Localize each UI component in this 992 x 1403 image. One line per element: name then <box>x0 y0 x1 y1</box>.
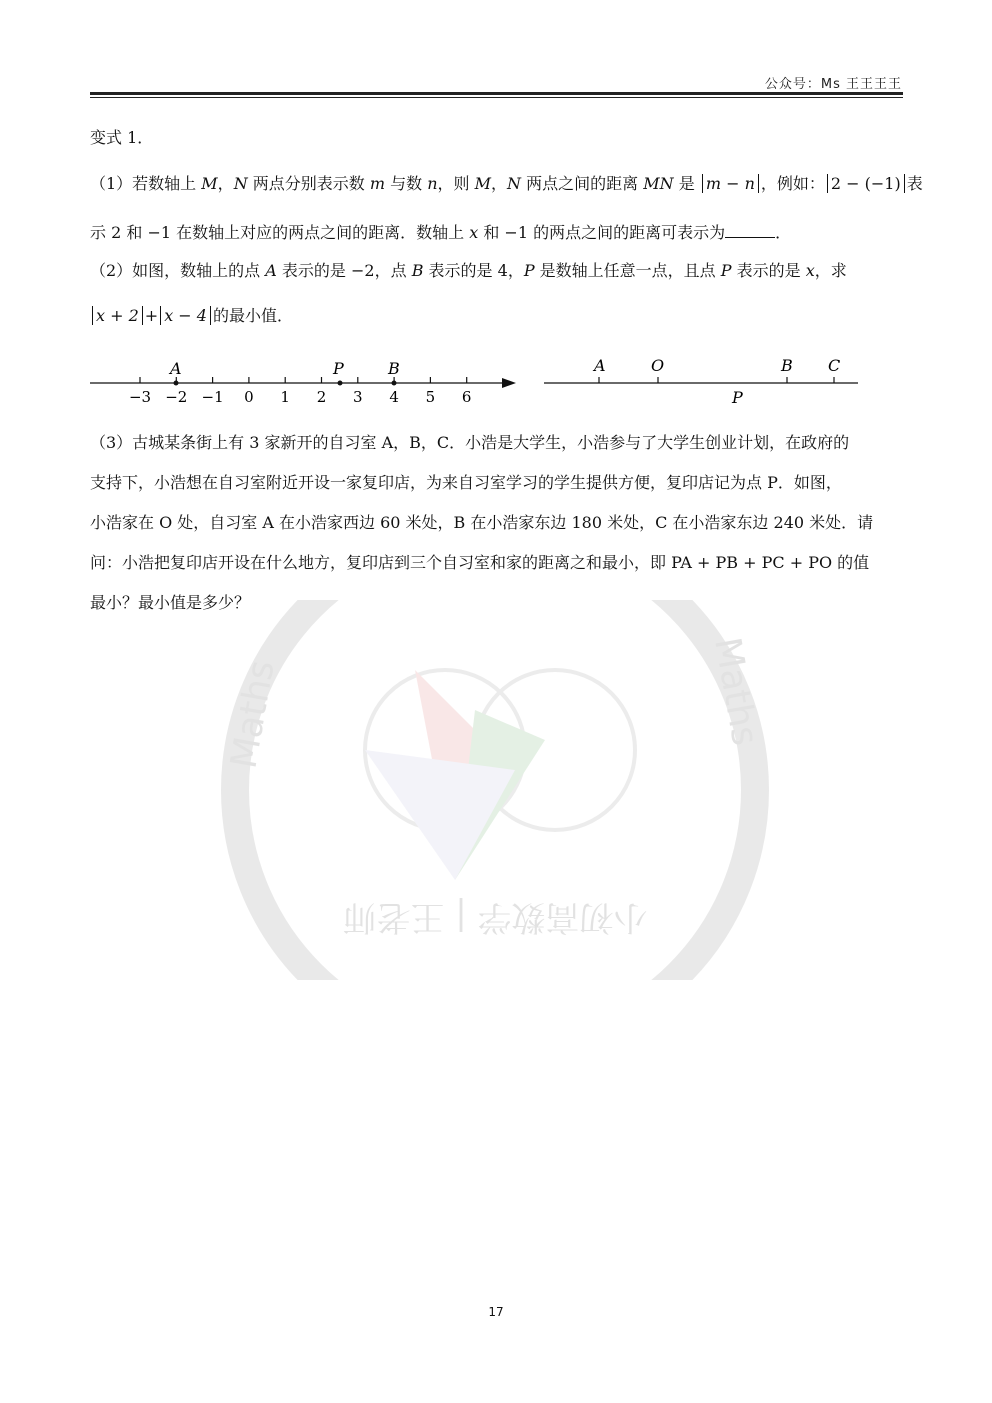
q1-answer-blank[interactable] <box>725 223 775 238</box>
label-B: B <box>781 356 793 375</box>
label-O: O <box>651 356 665 375</box>
q1-text-2: 两点分别表示数 <box>247 174 370 193</box>
q1-text-7: ，例如： <box>760 174 825 193</box>
q1-text-1: （1）若数轴上 <box>90 174 202 193</box>
q2-text-3: 表示的是 4， <box>423 261 524 280</box>
q1-line2-b: 和 −1 的两点之间的距离可表示为 <box>478 223 726 242</box>
q2-var-P2: P <box>720 261 732 280</box>
q2-text-5: 表示的是 <box>731 261 806 280</box>
tick-label: 4 <box>389 388 399 406</box>
tick-label: 0 <box>244 388 254 406</box>
point-B-label: B <box>388 359 400 378</box>
point-B-dot <box>392 381 397 386</box>
watermark-left-text: Maths <box>223 657 283 772</box>
page-number: 17 <box>488 1305 504 1319</box>
tick-label: 2 <box>316 388 327 406</box>
q1-line2-a: 示 2 和 −1 在数轴上对应的两点之间的距离．数轴上 <box>90 223 470 242</box>
point-P-dot <box>338 381 343 386</box>
tick-label: 3 <box>353 388 363 406</box>
q3-line1: （3）古城某条街上有 3 家新开的自习室 A，B，C．小浩是大学生，小浩参与了大学生创业计划，在政府的 <box>90 433 850 452</box>
q1-var-N2: N <box>507 174 522 193</box>
q1-var-M: M <box>201 174 218 193</box>
q3-line4: 问：小浩把复印店开设在什么地方，复印店到三个自习室和家的距离之和最小，即 PA + PB + PC + PO 的值 <box>90 553 870 572</box>
tick-label: 5 <box>425 388 436 406</box>
q1-var-M2: M <box>474 174 492 193</box>
point-P-label: P <box>333 359 344 378</box>
q2-text-1: （2）如图，数轴上的点 <box>90 261 266 280</box>
q1-abs-mn: m − n <box>702 174 759 193</box>
q2-text-end: 的最小值． <box>212 306 293 325</box>
q1-var-N: N <box>233 174 248 193</box>
q2-text-4: 是数轴上任意一点，且点 <box>534 261 721 280</box>
q1-text-5: 两点之间的距离 <box>521 174 644 193</box>
q1-var-m: m <box>369 174 386 193</box>
q2-text-2: 表示的是 −2，点 <box>276 261 412 280</box>
exercise-title: 变式 1． <box>90 128 154 147</box>
q2-var-B: B <box>411 261 424 280</box>
q2-line1 <box>90 263 847 279</box>
label-A: A <box>594 356 606 375</box>
q2-plus: + <box>144 306 159 325</box>
header-rule-thick <box>90 92 903 95</box>
number-line-1 <box>86 352 526 412</box>
q3-line2: 支持下，小浩想在自习室附近开设一家复印店，为来自习室学习的学生提供方便，复印店记为点 P．如图， <box>90 473 842 492</box>
axis-arrow <box>502 378 516 388</box>
q2-var-P: P <box>523 261 535 280</box>
q1-comma-1: ， <box>217 174 234 193</box>
q1-comma-2: ， <box>491 174 508 193</box>
tick-label: 1 <box>280 388 290 406</box>
number-line-2 <box>540 352 870 412</box>
q1-text-6: 是 <box>673 174 700 193</box>
tick-label: −3 <box>128 388 152 406</box>
header-rule-thin <box>90 97 903 98</box>
q3-line3: 小浩家在 O 处，自习室 A 在小浩家西边 60 米处，B 在小浩家东边 180 米处，C 在小浩家东边 240 米处．请 <box>90 513 874 532</box>
watermark-bottom-text: 小初高数学 | 王老师 <box>342 897 648 937</box>
q1-line2 <box>90 223 791 241</box>
q2-abs-x-minus-4: x − 4 <box>160 306 211 325</box>
q1-text-3: 与数 <box>385 174 428 193</box>
watermark-right-text: Maths <box>706 634 766 749</box>
q2-line2 <box>90 308 293 324</box>
q1-line1 <box>90 176 923 192</box>
label-C: C <box>828 356 841 375</box>
point-A-dot <box>174 381 179 386</box>
label-P: P <box>732 388 743 407</box>
header-text: 公众号：Ms 王王王王 <box>764 77 902 92</box>
q1-var-MN: MN <box>643 174 674 193</box>
q2-var-x: x <box>805 261 815 280</box>
q3-line5: 最小？最小值是多少？ <box>90 593 251 612</box>
q2-abs-x-plus-2: x + 2 <box>92 306 143 325</box>
q1-text-4: ，则 <box>437 174 475 193</box>
q2-var-A: A <box>265 261 277 280</box>
q1-var-x: x <box>469 223 479 242</box>
q1-abs-example: 2 − (−1) <box>827 174 905 193</box>
tick-label: 6 <box>461 388 472 406</box>
point-A-label: A <box>170 359 182 378</box>
q2-text-6: ，求 <box>814 261 847 280</box>
q1-line2-c: ． <box>775 223 792 242</box>
watermark-seal <box>215 600 775 980</box>
tick-label: −2 <box>165 388 188 406</box>
q1-var-n: n <box>427 174 438 193</box>
tick-label: −1 <box>201 388 224 406</box>
q1-text-8: 表 <box>906 174 923 193</box>
